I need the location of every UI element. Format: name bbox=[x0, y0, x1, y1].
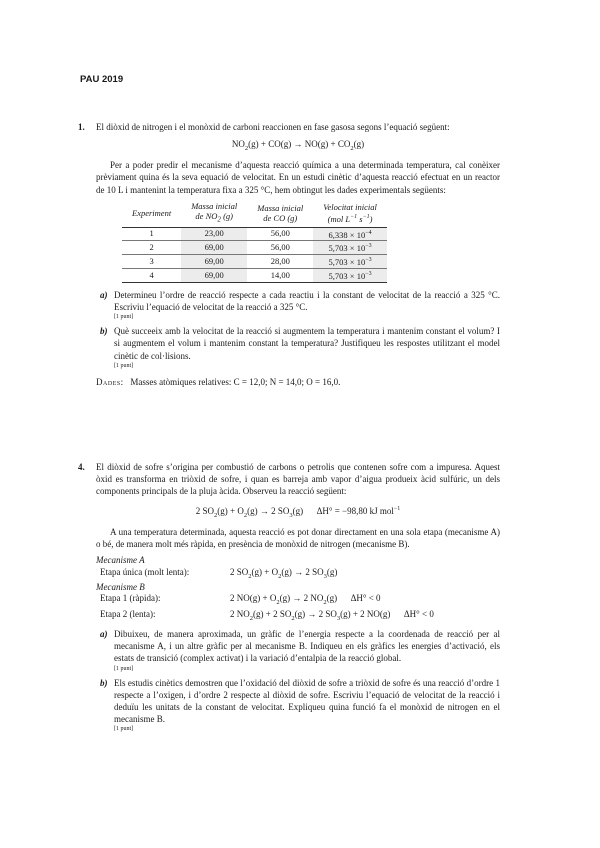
cell-experiment: 2 bbox=[122, 241, 181, 255]
points-label: [1 punt] bbox=[114, 362, 134, 369]
subquestion-a bbox=[96, 289, 500, 321]
subquestion-label: a) bbox=[100, 289, 108, 300]
cell-experiment: 1 bbox=[122, 227, 181, 241]
subquestion-text: Què succeeix amb la velocitat de la reacció si augmentem la temperatura i mantenim constant el volum? I si augmentem el volum i mantenim constant la temperatura? Justifiqueu les respostes utilitzant el model cinètic de col·lisions. bbox=[114, 326, 500, 361]
points-label: [1 punt] bbox=[114, 726, 134, 733]
subquestion-label: b) bbox=[100, 677, 108, 688]
cell-no2-mass: 69,00 bbox=[181, 268, 247, 282]
cell-rate: $5,703 \times 10^{-3}$ bbox=[313, 255, 387, 269]
question-4 bbox=[78, 461, 500, 733]
cell-no2-mass: 23,00 bbox=[181, 227, 247, 241]
mechanism-b-title: Mecanisme B bbox=[96, 581, 145, 592]
question-1 bbox=[78, 121, 500, 388]
page-header: PAU 2019 bbox=[80, 74, 124, 85]
subquestion-label: b) bbox=[100, 326, 108, 337]
mechanisms-block bbox=[96, 555, 500, 624]
cell-no2-mass: 69,00 bbox=[181, 255, 247, 269]
mechanism-a-title: Mecanisme A bbox=[96, 555, 145, 566]
table-row bbox=[122, 268, 387, 282]
subquestion-a bbox=[96, 628, 500, 673]
mechanism-b-step-1: Etapa 1 (ràpida): 2 $NO(g) + O_2(g) \to 2$ $NO_2(g)$ ΔH° < 0 bbox=[100, 593, 381, 607]
mechanism-b-step-2: Etapa 2 (lenta): 2 $NO_2(g) + 2$ $SO_2(g) \to 2$ $SO_3(g) + 2$ NO(g) ΔH° < 0 bbox=[100, 608, 434, 622]
subquestion-b bbox=[96, 325, 500, 370]
cell-no2-mass: 69,00 bbox=[181, 241, 247, 255]
table-row bbox=[122, 227, 387, 241]
question-number: 1. bbox=[78, 122, 85, 132]
subquestion-text: Els estudis cinètics demostren que l’oxidació del diòxid de sofre a triòxid de sofre és una reacció d’ordre 1 respecte a l’oxigen, i d’ordre 2 respecte al diòxid de sofre. Escriviu l’equació de velocitat de la reacció i deduïu les unitats de la constant de velocitat. Expliqueu quina funció fa el monòxid de nitrogen en el mecanisme B. bbox=[114, 677, 500, 725]
chemical-equation: $NO_2(g) + CO(g) \to NO(g) + CO_2(g)$ bbox=[231, 139, 365, 152]
table-header-row bbox=[122, 200, 387, 227]
cell-co-mass: 28,00 bbox=[247, 255, 313, 269]
cell-rate: $5,703 \times 10^{-3}$ bbox=[313, 268, 387, 282]
points-label: [1 punt] bbox=[114, 665, 134, 672]
cell-experiment: 3 bbox=[122, 255, 181, 269]
chemical-equation: 2 $SO_2(g) + O_2(g) \to 2$ $SO_3(g)$ ΔH° = −98,80 kJ mol$^{-1}$ bbox=[195, 505, 401, 519]
subquestion-b bbox=[96, 677, 500, 734]
column-header-co-mass: Massa inicial de CO (g) bbox=[247, 200, 313, 227]
cell-co-mass: 14,00 bbox=[247, 268, 313, 282]
cell-co-mass: 56,00 bbox=[247, 241, 313, 255]
question-paragraph: Per a poder predir el mecanisme d’aquesta reacció química a una determinada temperatura, cal conèixer prèviament quina és la seva equació de velocitat. En un estudi cinètic d’aquesta reacció efectuat en un reactor de 10 L i mantenint la temperatura fixa a 325 °C, hem obtingut les dades experimentals següents: bbox=[96, 160, 500, 195]
subquestion-text: Dibuixeu, de manera aproximada, un gràfic de l’energia respecte a la coordenada de reacció per al mecanisme A, i un altre gràfic per al mecanisme B. Indiqueu en els gràfics les energies d’activació, els estats de transició (complex activat) i la variació d’entalpia de la reacció global. bbox=[114, 628, 500, 664]
table-row bbox=[122, 241, 387, 255]
cell-rate: $6,338 \times 10^{-4}$ bbox=[313, 227, 387, 241]
cell-rate: $5,703 \times 10^{-3}$ bbox=[313, 241, 387, 255]
question-number: 4. bbox=[78, 462, 85, 472]
table-row bbox=[122, 255, 387, 269]
experimental-data-table bbox=[122, 200, 387, 283]
subquestion-text: Determineu l’ordre de reacció respecte a cada reactiu i la constant de velocitat de la reacció a 325 °C. Escriviu l’equació de velocitat de la reacció a 325 °C. bbox=[114, 289, 500, 313]
cell-co-mass: 56,00 bbox=[247, 227, 313, 241]
subquestion-label: a) bbox=[100, 628, 108, 639]
column-header-experiment: Experiment bbox=[122, 200, 181, 227]
question-intro: El diòxid de nitrogen i el monòxid de carboni reaccionen en fase gasosa segons l’equació següent: bbox=[96, 122, 450, 132]
question-intro: El diòxid de sofre s’origina per combustió de carbons o petrolis que contenen sofre com a impuresa. Aquest òxid es transforma en triòxid de sofre, i quan es barreja amb vapor d’aigua produeix àcid sulfúric, un dels components principals de la pluja àcida. Observeu la reacció següent: bbox=[96, 462, 500, 497]
question-paragraph: A una temperatura determinada, aquesta reacció es pot donar directament en una sola etapa (mecanisme A) o bé, de manera molt més ràpida, en presència de monòxid de nitrogen (mecanisme B). bbox=[96, 526, 500, 549]
mechanism-a-step: Etapa única (molt lenta): 2 $SO_2(g) + O_2(g) \to 2$ $SO_3(g)$ bbox=[100, 566, 338, 580]
column-header-rate: Velocitat inicial (mol $L^{-1}$ $s^{-1}$) bbox=[313, 200, 387, 227]
cell-experiment: 4 bbox=[122, 268, 181, 282]
points-label: [1 punt] bbox=[114, 314, 134, 321]
data-note: Dades: Masses atòmiques relatives: C = 12,0; N = 14,0; O = 16,0. bbox=[96, 376, 341, 387]
column-header-no2-mass: Massa inicial de $NO_2$ (g) bbox=[181, 200, 247, 227]
